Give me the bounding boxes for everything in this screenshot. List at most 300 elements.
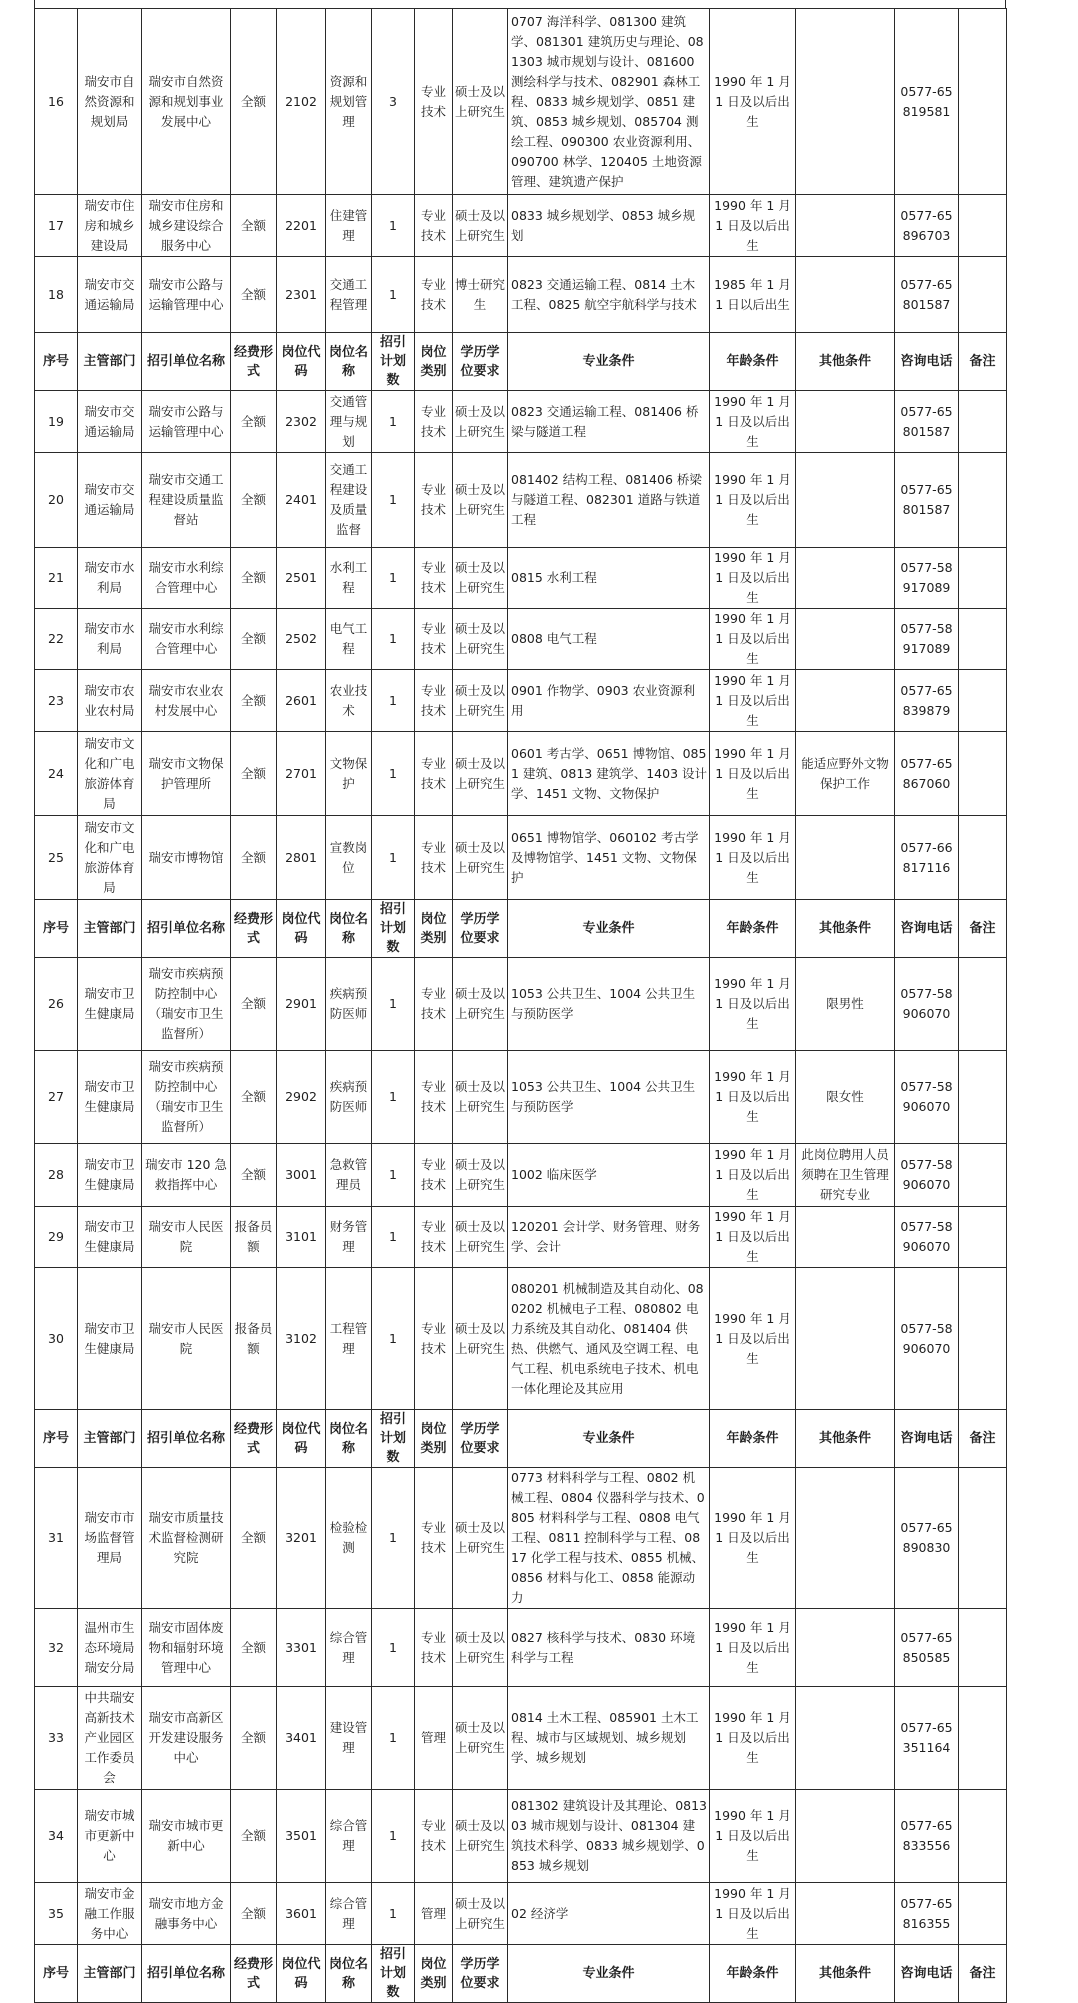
header-unit: 招引单位名称 [142, 900, 231, 958]
header-major: 专业条件 [508, 900, 710, 958]
recruitment-table [34, 8, 1007, 2003]
seq-cell: 34 [35, 1790, 78, 1883]
dept-cell: 中共瑞安高新技术产业园区工作委员会 [78, 1687, 142, 1790]
header-plan: 招引计划数 [372, 900, 415, 958]
seq-cell: 32 [35, 1609, 78, 1687]
age-cell: 1990 年 1 月 1 日及以后出生 [710, 1268, 796, 1410]
remark-cell [959, 9, 1007, 195]
table-row [35, 453, 1007, 548]
seq-cell: 25 [35, 816, 78, 900]
table-row [35, 1790, 1007, 1883]
post-name-cell: 文物保护 [326, 732, 372, 816]
post-code-cell: 2701 [277, 732, 326, 816]
funding-cell: 全额 [231, 609, 277, 670]
header-seq: 序号 [35, 1410, 78, 1468]
seq-cell: 27 [35, 1051, 78, 1144]
other-cell [796, 1468, 895, 1609]
other-cell: 能适应野外文物保护工作 [796, 732, 895, 816]
seq-cell: 21 [35, 548, 78, 609]
header-education: 学历学位要求 [453, 1410, 508, 1468]
funding-cell: 全额 [231, 1051, 277, 1144]
table-row [35, 1144, 1007, 1207]
major-cell: 080201 机械制造及其自动化、080202 机械电子工程、080802 电力系统及其自动化、081404 供热、供燃气、通风及空调工程、电气工程、机电系统电子技术、机电一体化理论及其应用 [508, 1268, 710, 1410]
dept-cell: 瑞安市卫生健康局 [78, 1051, 142, 1144]
education-cell: 硕士及以上研究生 [453, 1609, 508, 1687]
unit-cell: 瑞安市水利综合管理中心 [142, 609, 231, 670]
remark-cell [959, 548, 1007, 609]
header-other: 其他条件 [796, 1945, 895, 2003]
funding-cell: 全额 [231, 1790, 277, 1883]
header-seq: 序号 [35, 900, 78, 958]
funding-cell: 全额 [231, 1468, 277, 1609]
seq-cell: 17 [35, 195, 78, 257]
header-phone: 咨询电话 [895, 1945, 959, 2003]
header-funding: 经费形式 [231, 900, 277, 958]
age-cell: 1990 年 1 月 1 日及以后出生 [710, 670, 796, 732]
header-post-name: 岗位名称 [326, 900, 372, 958]
age-cell: 1990 年 1 月 1 日及以后出生 [710, 1687, 796, 1790]
header-dept: 主管部门 [78, 333, 142, 391]
header-remark: 备注 [959, 1410, 1007, 1468]
category-cell: 专业技术 [415, 453, 453, 548]
other-cell: 此岗位聘用人员须聘在卫生管理研究专业 [796, 1144, 895, 1207]
plan-cell: 1 [372, 453, 415, 548]
unit-cell: 瑞安市水利综合管理中心 [142, 548, 231, 609]
education-cell: 硕士及以上研究生 [453, 1268, 508, 1410]
post-name-cell: 急救管理员 [326, 1144, 372, 1207]
seq-cell: 20 [35, 453, 78, 548]
funding-cell: 全额 [231, 1883, 277, 1945]
table-row [35, 816, 1007, 900]
other-cell [796, 453, 895, 548]
plan-cell: 1 [372, 1051, 415, 1144]
unit-cell: 瑞安市质量技术监督检测研究院 [142, 1468, 231, 1609]
remark-cell [959, 1051, 1007, 1144]
category-cell: 专业技术 [415, 1144, 453, 1207]
education-cell: 硕士及以上研究生 [453, 453, 508, 548]
other-cell [796, 1687, 895, 1790]
age-cell: 1990 年 1 月 1 日及以后出生 [710, 1883, 796, 1945]
education-cell: 硕士及以上研究生 [453, 1207, 508, 1268]
seq-cell: 18 [35, 257, 78, 333]
phone-cell: 0577-58906070 [895, 1051, 959, 1144]
table-row [35, 1268, 1007, 1410]
dept-cell: 瑞安市交通运输局 [78, 391, 142, 453]
remark-cell [959, 453, 1007, 548]
header-dept: 主管部门 [78, 900, 142, 958]
post-name-cell: 农业技术 [326, 670, 372, 732]
phone-cell: 0577-65819581 [895, 9, 959, 195]
remark-cell [959, 195, 1007, 257]
plan-cell: 1 [372, 670, 415, 732]
major-cell: 0827 核科学与技术、0830 环境科学与工程 [508, 1609, 710, 1687]
dept-cell: 瑞安市自然资源和规划局 [78, 9, 142, 195]
age-cell: 1990 年 1 月 1 日及以后出生 [710, 1051, 796, 1144]
education-cell: 硕士及以上研究生 [453, 9, 508, 195]
header-unit: 招引单位名称 [142, 333, 231, 391]
header-post-code: 岗位代码 [277, 1410, 326, 1468]
category-cell: 专业技术 [415, 609, 453, 670]
post-name-cell: 财务管理 [326, 1207, 372, 1268]
phone-cell: 0577-58906070 [895, 1144, 959, 1207]
plan-cell: 1 [372, 1609, 415, 1687]
dept-cell: 瑞安市卫生健康局 [78, 958, 142, 1051]
header-plan: 招引计划数 [372, 333, 415, 391]
post-name-cell: 宣教岗位 [326, 816, 372, 900]
dept-cell: 瑞安市卫生健康局 [78, 1207, 142, 1268]
age-cell: 1990 年 1 月 1 日及以后出生 [710, 548, 796, 609]
phone-cell: 0577-58917089 [895, 609, 959, 670]
major-cell: 120201 会计学、财务管理、财务学、会计 [508, 1207, 710, 1268]
other-cell: 限女性 [796, 1051, 895, 1144]
phone-cell: 0577-65816355 [895, 1883, 959, 1945]
category-cell: 专业技术 [415, 1268, 453, 1410]
other-cell [796, 1207, 895, 1268]
post-name-cell: 住建管理 [326, 195, 372, 257]
age-cell: 1990 年 1 月 1 日及以后出生 [710, 453, 796, 548]
header-unit: 招引单位名称 [142, 1945, 231, 2003]
table-row [35, 1207, 1007, 1268]
plan-cell: 1 [372, 1790, 415, 1883]
major-cell: 0823 交通运输工程、081406 桥梁与隧道工程 [508, 391, 710, 453]
post-name-cell: 电气工程 [326, 609, 372, 670]
education-cell: 硕士及以上研究生 [453, 1468, 508, 1609]
dept-cell: 瑞安市交通运输局 [78, 257, 142, 333]
table-row [35, 1609, 1007, 1687]
header-remark: 备注 [959, 333, 1007, 391]
header-major: 专业条件 [508, 1945, 710, 2003]
post-name-cell: 疾病预防医师 [326, 1051, 372, 1144]
major-cell: 0773 材料科学与工程、0802 机械工程、0804 仪器科学与技术、0805 材料科学与工程、0808 电气工程、0811 控制科学与工程、0817 化学工程与技术、0855 机械、0856 材料与化工、0858 能源动力 [508, 1468, 710, 1609]
education-cell: 硕士及以上研究生 [453, 548, 508, 609]
plan-cell: 3 [372, 9, 415, 195]
phone-cell: 0577-66817116 [895, 816, 959, 900]
unit-cell: 瑞安市高新区开发建设服务中心 [142, 1687, 231, 1790]
post-code-cell: 2601 [277, 670, 326, 732]
age-cell: 1990 年 1 月 1 日及以后出生 [710, 195, 796, 257]
post-name-cell: 交通工程建设及质量监督 [326, 453, 372, 548]
remark-cell [959, 670, 1007, 732]
remark-cell [959, 732, 1007, 816]
funding-cell: 全额 [231, 670, 277, 732]
major-cell: 0833 城乡规划学、0853 城乡规划 [508, 195, 710, 257]
age-cell: 1990 年 1 月 1 日及以后出生 [710, 1207, 796, 1268]
phone-cell: 0577-65801587 [895, 453, 959, 548]
phone-cell: 0577-65839879 [895, 670, 959, 732]
plan-cell: 1 [372, 1207, 415, 1268]
funding-cell: 全额 [231, 548, 277, 609]
post-code-cell: 2301 [277, 257, 326, 333]
major-cell: 0901 作物学、0903 农业资源利用 [508, 670, 710, 732]
plan-cell: 1 [372, 609, 415, 670]
remark-cell [959, 1268, 1007, 1410]
funding-cell: 全额 [231, 1609, 277, 1687]
education-cell: 硕士及以上研究生 [453, 816, 508, 900]
plan-cell: 1 [372, 195, 415, 257]
post-name-cell: 综合管理 [326, 1883, 372, 1945]
unit-cell: 瑞安市自然资源和规划事业发展中心 [142, 9, 231, 195]
category-cell: 专业技术 [415, 732, 453, 816]
unit-cell: 瑞安市人民医院 [142, 1207, 231, 1268]
other-cell [796, 670, 895, 732]
plan-cell: 1 [372, 1468, 415, 1609]
remark-cell [959, 1207, 1007, 1268]
seq-cell: 28 [35, 1144, 78, 1207]
post-name-cell: 水利工程 [326, 548, 372, 609]
major-cell: 081402 结构工程、081406 桥梁与隧道工程、082301 道路与铁道工程 [508, 453, 710, 548]
post-name-cell: 交通工程管理 [326, 257, 372, 333]
unit-cell: 瑞安市公路与运输管理中心 [142, 391, 231, 453]
header-seq: 序号 [35, 1945, 78, 2003]
header-major: 专业条件 [508, 333, 710, 391]
post-code-cell: 3501 [277, 1790, 326, 1883]
table-row [35, 1687, 1007, 1790]
table-row [35, 1051, 1007, 1144]
funding-cell: 全额 [231, 816, 277, 900]
remark-cell [959, 1609, 1007, 1687]
post-code-cell: 3101 [277, 1207, 326, 1268]
table-row [35, 958, 1007, 1051]
age-cell: 1990 年 1 月 1 日及以后出生 [710, 958, 796, 1051]
major-cell: 0601 考古学、0651 博物馆、0851 建筑、0813 建筑学、1403 设计学、1451 文物、文物保护 [508, 732, 710, 816]
phone-cell: 0577-58906070 [895, 958, 959, 1051]
header-other: 其他条件 [796, 333, 895, 391]
remark-cell [959, 1468, 1007, 1609]
dept-cell: 瑞安市水利局 [78, 609, 142, 670]
remark-cell [959, 1790, 1007, 1883]
table-row [35, 609, 1007, 670]
education-cell: 硕士及以上研究生 [453, 1144, 508, 1207]
category-cell: 专业技术 [415, 816, 453, 900]
category-cell: 专业技术 [415, 391, 453, 453]
other-cell [796, 9, 895, 195]
post-code-cell: 3001 [277, 1144, 326, 1207]
other-cell [796, 257, 895, 333]
remark-cell [959, 816, 1007, 900]
post-code-cell: 3201 [277, 1468, 326, 1609]
major-cell: 1002 临床医学 [508, 1144, 710, 1207]
plan-cell: 1 [372, 958, 415, 1051]
unit-cell: 瑞安市农业农村发展中心 [142, 670, 231, 732]
header-post-name: 岗位名称 [326, 333, 372, 391]
phone-cell: 0577-65801587 [895, 391, 959, 453]
header-funding: 经费形式 [231, 1410, 277, 1468]
other-cell: 限男性 [796, 958, 895, 1051]
table-body [35, 9, 1007, 2003]
dept-cell: 瑞安市卫生健康局 [78, 1268, 142, 1410]
post-code-cell: 3102 [277, 1268, 326, 1410]
other-cell [796, 1609, 895, 1687]
unit-cell: 瑞安市博物馆 [142, 816, 231, 900]
post-name-cell: 综合管理 [326, 1609, 372, 1687]
education-cell: 硕士及以上研究生 [453, 195, 508, 257]
phone-cell: 0577-65890830 [895, 1468, 959, 1609]
dept-cell: 瑞安市卫生健康局 [78, 1144, 142, 1207]
unit-cell: 瑞安市公路与运输管理中心 [142, 257, 231, 333]
age-cell: 1990 年 1 月 1 日及以后出生 [710, 816, 796, 900]
unit-cell: 瑞安市城市更新中心 [142, 1790, 231, 1883]
major-cell: 0651 博物馆学、060102 考古学及博物馆学、1451 文物、文物保护 [508, 816, 710, 900]
major-cell: 081302 建筑设计及其理论、081303 城市规划与设计、081304 建筑技术科学、0833 城乡规划学、0853 城乡规划 [508, 1790, 710, 1883]
header-category: 岗位类别 [415, 1410, 453, 1468]
other-cell [796, 548, 895, 609]
funding-cell: 全额 [231, 958, 277, 1051]
funding-cell: 报备员额 [231, 1207, 277, 1268]
header-category: 岗位类别 [415, 1945, 453, 2003]
plan-cell: 1 [372, 548, 415, 609]
age-cell: 1990 年 1 月 1 日及以后出生 [710, 391, 796, 453]
funding-cell: 报备员额 [231, 1268, 277, 1410]
header-education: 学历学位要求 [453, 1945, 508, 2003]
funding-cell: 全额 [231, 1144, 277, 1207]
category-cell: 专业技术 [415, 1609, 453, 1687]
header-post-code: 岗位代码 [277, 900, 326, 958]
plan-cell: 1 [372, 1687, 415, 1790]
remark-cell [959, 609, 1007, 670]
age-cell: 1985 年 1 月 1 日以后出生 [710, 257, 796, 333]
unit-cell: 瑞安市疾病预防控制中心（瑞安市卫生监督所） [142, 958, 231, 1051]
seq-cell: 31 [35, 1468, 78, 1609]
unit-cell: 瑞安市交通工程建设质量监督站 [142, 453, 231, 548]
post-code-cell: 2102 [277, 9, 326, 195]
dept-cell: 瑞安市市场监督管理局 [78, 1468, 142, 1609]
plan-cell: 1 [372, 257, 415, 333]
seq-cell: 35 [35, 1883, 78, 1945]
category-cell: 专业技术 [415, 257, 453, 333]
dept-cell: 瑞安市文化和广电旅游体育局 [78, 732, 142, 816]
age-cell: 1990 年 1 月 1 日及以后出生 [710, 9, 796, 195]
seq-cell: 33 [35, 1687, 78, 1790]
funding-cell: 全额 [231, 732, 277, 816]
post-code-cell: 2201 [277, 195, 326, 257]
plan-cell: 1 [372, 816, 415, 900]
age-cell: 1990 年 1 月 1 日及以后出生 [710, 1144, 796, 1207]
header-category: 岗位类别 [415, 900, 453, 958]
header-row [35, 1410, 1007, 1468]
dept-cell: 瑞安市农业农村局 [78, 670, 142, 732]
other-cell [796, 1883, 895, 1945]
phone-cell: 0577-65867060 [895, 732, 959, 816]
phone-cell: 0577-58906070 [895, 1207, 959, 1268]
major-cell: 0808 电气工程 [508, 609, 710, 670]
seq-cell: 22 [35, 609, 78, 670]
header-age: 年龄条件 [710, 1945, 796, 2003]
post-code-cell: 2902 [277, 1051, 326, 1144]
remark-cell [959, 257, 1007, 333]
post-code-cell: 2302 [277, 391, 326, 453]
phone-cell: 0577-58917089 [895, 548, 959, 609]
post-code-cell: 2502 [277, 609, 326, 670]
table-top-edge [34, 0, 1006, 8]
header-age: 年龄条件 [710, 1410, 796, 1468]
header-other: 其他条件 [796, 1410, 895, 1468]
header-seq: 序号 [35, 333, 78, 391]
dept-cell: 瑞安市文化和广电旅游体育局 [78, 816, 142, 900]
remark-cell [959, 1883, 1007, 1945]
post-name-cell: 检验检测 [326, 1468, 372, 1609]
major-cell: 0814 土木工程、085901 土木工程、城市与区域规划、城乡规划学、城乡规划 [508, 1687, 710, 1790]
dept-cell: 瑞安市住房和城乡建设局 [78, 195, 142, 257]
other-cell [796, 1790, 895, 1883]
plan-cell: 1 [372, 391, 415, 453]
header-education: 学历学位要求 [453, 900, 508, 958]
header-phone: 咨询电话 [895, 900, 959, 958]
education-cell: 硕士及以上研究生 [453, 609, 508, 670]
post-name-cell: 建设管理 [326, 1687, 372, 1790]
unit-cell: 瑞安市 120 急救指挥中心 [142, 1144, 231, 1207]
header-post-name: 岗位名称 [326, 1410, 372, 1468]
phone-cell: 0577-65850585 [895, 1609, 959, 1687]
header-phone: 咨询电话 [895, 1410, 959, 1468]
other-cell [796, 195, 895, 257]
table-row [35, 670, 1007, 732]
header-funding: 经费形式 [231, 333, 277, 391]
post-code-cell: 3301 [277, 1609, 326, 1687]
seq-cell: 29 [35, 1207, 78, 1268]
education-cell: 硕士及以上研究生 [453, 391, 508, 453]
remark-cell [959, 1144, 1007, 1207]
phone-cell: 0577-58906070 [895, 1268, 959, 1410]
post-code-cell: 3401 [277, 1687, 326, 1790]
category-cell: 专业技术 [415, 670, 453, 732]
unit-cell: 瑞安市地方金融事务中心 [142, 1883, 231, 1945]
header-unit: 招引单位名称 [142, 1410, 231, 1468]
post-name-cell: 交通管理与规划 [326, 391, 372, 453]
header-post-code: 岗位代码 [277, 1945, 326, 2003]
category-cell: 专业技术 [415, 1051, 453, 1144]
header-row [35, 900, 1007, 958]
education-cell: 硕士及以上研究生 [453, 1687, 508, 1790]
category-cell: 专业技术 [415, 1468, 453, 1609]
table-row [35, 1883, 1007, 1945]
header-dept: 主管部门 [78, 1410, 142, 1468]
education-cell: 硕士及以上研究生 [453, 1051, 508, 1144]
post-name-cell: 工程管理 [326, 1268, 372, 1410]
header-remark: 备注 [959, 1945, 1007, 2003]
plan-cell: 1 [372, 732, 415, 816]
funding-cell: 全额 [231, 9, 277, 195]
category-cell: 专业技术 [415, 548, 453, 609]
major-cell: 0707 海洋科学、081300 建筑学、081301 建筑历史与理论、081303 城市规划与设计、081600 测绘科学与技术、082901 森林工程、0833 城乡规划学、0851 建筑、0853 城乡规划、085704 测绘工程、090300 农业资源利用、090700 林学、120405 土地资源管理、建筑遗产保护 [508, 9, 710, 195]
unit-cell: 瑞安市文物保护管理所 [142, 732, 231, 816]
post-name-cell: 综合管理 [326, 1790, 372, 1883]
seq-cell: 30 [35, 1268, 78, 1410]
header-category: 岗位类别 [415, 333, 453, 391]
table-row [35, 732, 1007, 816]
other-cell [796, 391, 895, 453]
post-code-cell: 2801 [277, 816, 326, 900]
unit-cell: 瑞安市疾病预防控制中心（瑞安市卫生监督所） [142, 1051, 231, 1144]
seq-cell: 16 [35, 9, 78, 195]
other-cell [796, 609, 895, 670]
header-remark: 备注 [959, 900, 1007, 958]
other-cell [796, 816, 895, 900]
post-code-cell: 3601 [277, 1883, 326, 1945]
dept-cell: 温州市生态环境局瑞安分局 [78, 1609, 142, 1687]
funding-cell: 全额 [231, 195, 277, 257]
age-cell: 1990 年 1 月 1 日及以后出生 [710, 1790, 796, 1883]
category-cell: 专业技术 [415, 195, 453, 257]
education-cell: 硕士及以上研究生 [453, 1883, 508, 1945]
category-cell: 管理 [415, 1687, 453, 1790]
phone-cell: 0577-65896703 [895, 195, 959, 257]
education-cell: 博士研究生 [453, 257, 508, 333]
dept-cell: 瑞安市水利局 [78, 548, 142, 609]
unit-cell: 瑞安市人民医院 [142, 1268, 231, 1410]
table-row [35, 391, 1007, 453]
header-post-name: 岗位名称 [326, 1945, 372, 2003]
age-cell: 1990 年 1 月 1 日及以后出生 [710, 609, 796, 670]
